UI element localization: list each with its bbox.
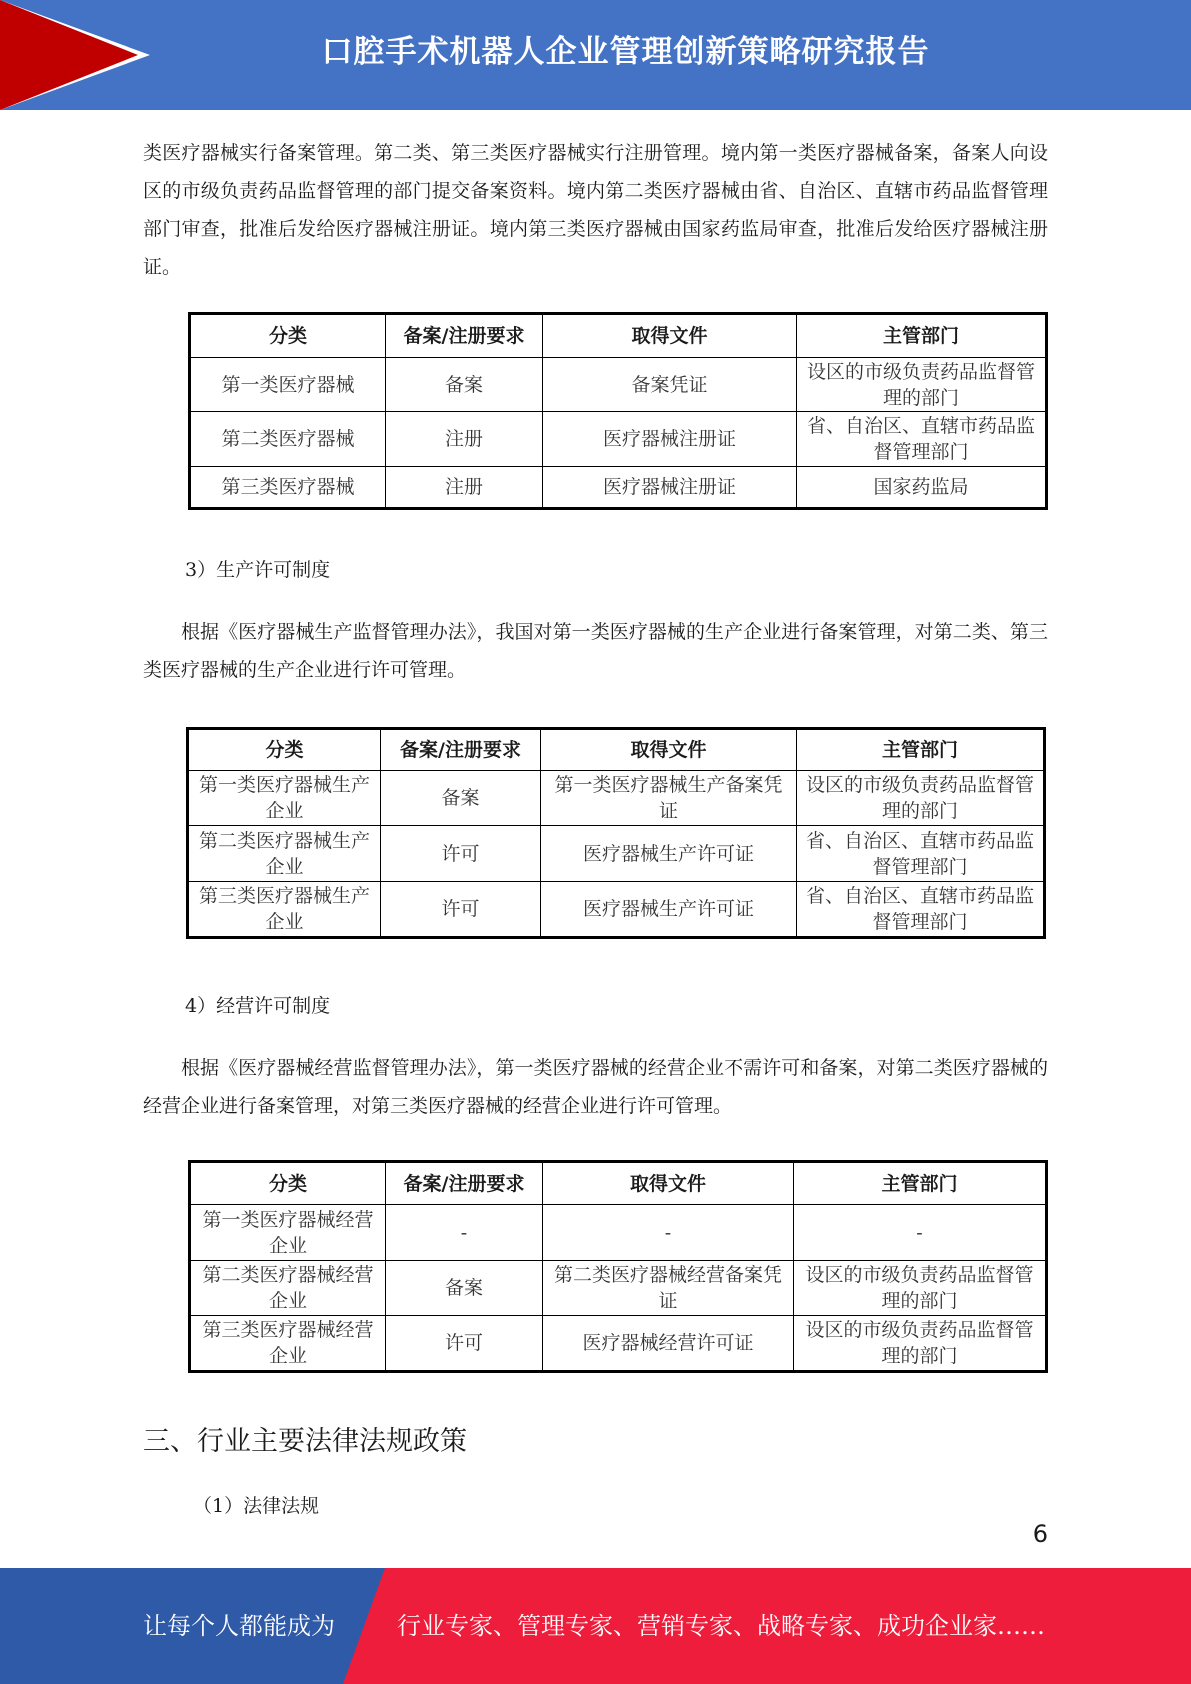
footer-slogan-left: 让每个人都能成为: [143, 1612, 335, 1640]
cell-document: 医疗器械生产许可证: [541, 826, 797, 882]
table-row: [190, 1261, 1047, 1316]
header-authority: 主管部门: [797, 729, 1045, 771]
cell-document: 医疗器械经营许可证: [543, 1316, 794, 1372]
section-title-laws-policies: 三、行业主要法律法规政策: [143, 1426, 467, 1457]
page-number: 6: [1032, 1520, 1048, 1548]
table-row: [190, 412, 1047, 467]
footer-slogan-right: 行业专家、管理专家、营销专家、战略专家、成功企业家……: [397, 1612, 1045, 1640]
header-document: 取得文件: [543, 314, 797, 358]
cell-category: 第三类医疗器械生产企业: [188, 882, 381, 938]
cell-requirement: -: [386, 1205, 543, 1261]
cell-requirement: 注册: [386, 467, 543, 509]
table-production: [186, 727, 1046, 939]
cell-category: 第一类医疗器械生产企业: [188, 771, 381, 826]
table-registration: [188, 312, 1048, 510]
cell-authority: 省、自治区、直辖市药品监督管理部门: [797, 882, 1045, 938]
cell-requirement: 许可: [381, 882, 541, 938]
cell-requirement: 备案: [381, 771, 541, 826]
header-requirement: 备案/注册要求: [381, 729, 541, 771]
cell-category: 第二类医疗器械生产企业: [188, 826, 381, 882]
cell-requirement: 备案: [386, 1261, 543, 1316]
cell-document: 医疗器械注册证: [543, 412, 797, 467]
cell-authority: 省、自治区、直辖市药品监督管理部门: [797, 826, 1045, 882]
cell-document: -: [543, 1205, 794, 1261]
paragraph-registration: 类医疗器械实行备案管理。第二类、第三类医疗器械实行注册管理。境内第一类医疗器械备案，备案人向设区的市级负责药品监督管理的部门提交备案资料。境内第二类医疗器械由省、自治区、直辖市药品监督管理部门审查，批准后发给医疗器械注册证。境内第三类医疗器械由国家药监局审查，批准后发给医疗器械注册证。: [143, 142, 1048, 278]
table-row: [190, 467, 1047, 509]
cell-category: 第一类医疗器械经营企业: [190, 1205, 386, 1261]
header-category: 分类: [190, 314, 386, 358]
cell-authority: 国家药监局: [797, 467, 1047, 509]
subheading-laws: （1）法律法规: [193, 1495, 320, 1517]
cell-authority: -: [794, 1205, 1047, 1261]
cell-category: 第三类医疗器械经营企业: [190, 1316, 386, 1372]
table-business: [188, 1160, 1048, 1373]
cell-document: 第一类医疗器械生产备案凭证: [541, 771, 797, 826]
table-row: [188, 882, 1045, 938]
table-row: [190, 1316, 1047, 1372]
cell-category: 第三类医疗器械: [190, 467, 386, 509]
header-document: 取得文件: [543, 1162, 794, 1205]
header-authority: 主管部门: [794, 1162, 1047, 1205]
cell-document: 第二类医疗器械经营备案凭证: [543, 1261, 794, 1316]
table-row: [188, 771, 1045, 826]
table-row: [190, 1205, 1047, 1261]
cell-document: 医疗器械生产许可证: [541, 882, 797, 938]
cell-requirement: 许可: [386, 1316, 543, 1372]
table-row: [190, 358, 1047, 412]
paragraph-production: 根据《医疗器械生产监督管理办法》，我国对第一类医疗器械的生产企业进行备案管理，对第二类、第三类医疗器械的生产企业进行许可管理。: [143, 621, 1048, 681]
cell-authority: 设区的市级负责药品监督管理的部门: [794, 1261, 1047, 1316]
cell-category: 第二类医疗器械: [190, 412, 386, 467]
cell-authority: 设区的市级负责药品监督管理的部门: [797, 771, 1045, 826]
subheading-business-license: 4）经营许可制度: [185, 995, 331, 1017]
cell-category: 第一类医疗器械: [190, 358, 386, 412]
header-document: 取得文件: [541, 729, 797, 771]
header-category: 分类: [190, 1162, 386, 1205]
cell-authority: 设区的市级负责药品监督管理的部门: [797, 358, 1047, 412]
header-authority: 主管部门: [797, 314, 1047, 358]
cell-requirement: 备案: [386, 358, 543, 412]
cell-requirement: 许可: [381, 826, 541, 882]
cell-authority: 设区的市级负责药品监督管理的部门: [794, 1316, 1047, 1372]
table-row: [188, 826, 1045, 882]
paragraph-business: 根据《医疗器械经营监督管理办法》，第一类医疗器械的经营企业不需许可和备案，对第二类医疗器械的经营企业进行备案管理，对第三类医疗器械的经营企业进行许可管理。: [143, 1057, 1048, 1117]
cell-document: 备案凭证: [543, 358, 797, 412]
cell-authority: 省、自治区、直辖市药品监督管理部门: [797, 412, 1047, 467]
cell-category: 第二类医疗器械经营企业: [190, 1261, 386, 1316]
cell-document: 医疗器械注册证: [543, 467, 797, 509]
header-chevron: [0, 0, 138, 110]
report-title: 口腔手术机器人企业管理创新策略研究报告: [321, 34, 930, 70]
header-requirement: 备案/注册要求: [386, 314, 543, 358]
subheading-production-license: 3）生产许可制度: [185, 559, 331, 581]
cell-requirement: 注册: [386, 412, 543, 467]
header-requirement: 备案/注册要求: [386, 1162, 543, 1205]
page-header: [0, 0, 1191, 110]
header-category: 分类: [188, 729, 381, 771]
